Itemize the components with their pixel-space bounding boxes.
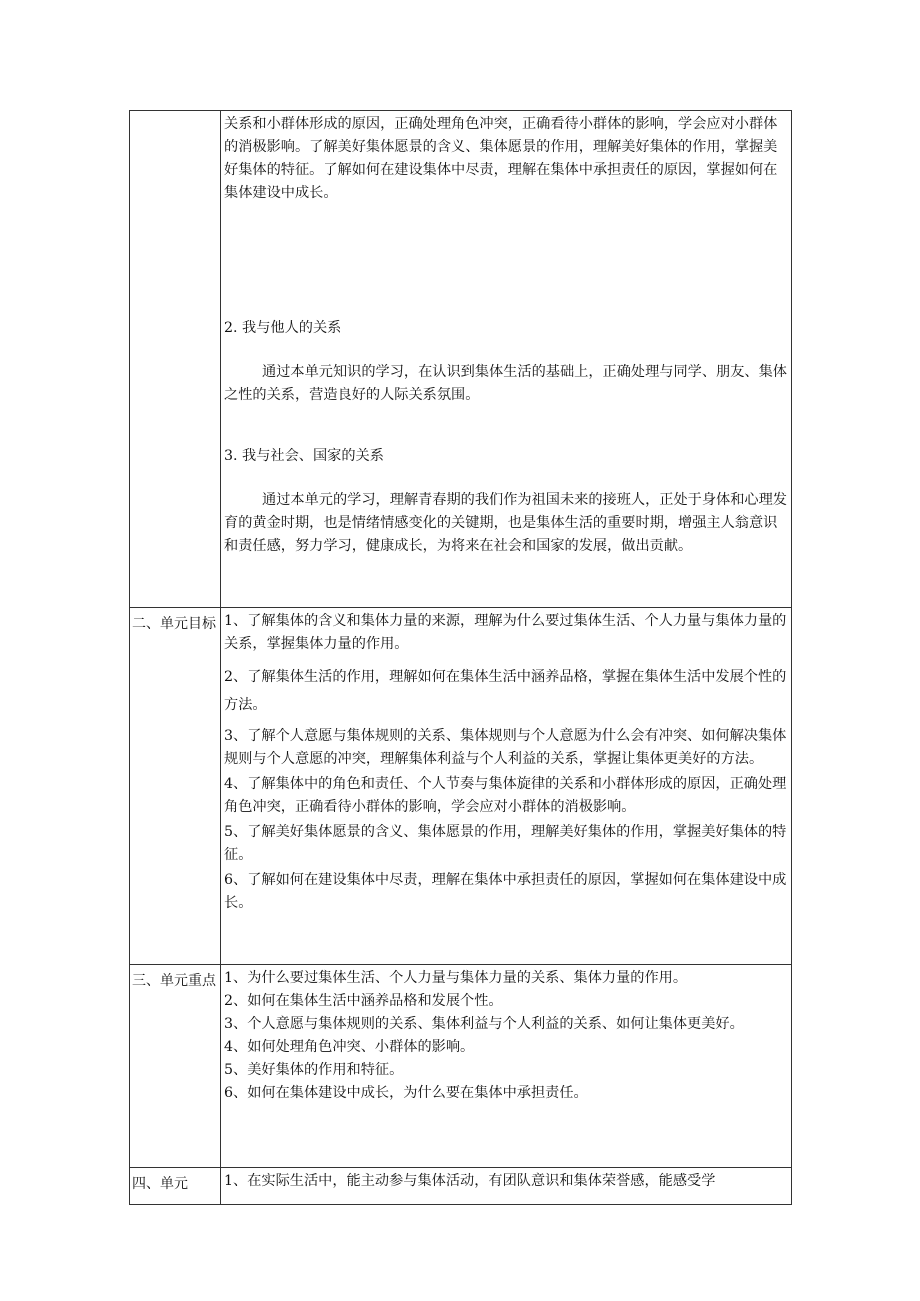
- row-content-next: [221, 1168, 792, 1205]
- objective-item: 3、了解个人意愿与集体规则的关系、集体规则与个人意愿为什么会有冲突、如何解决集体规则与个人意愿的冲突，理解集体利益与个人利益的关系，掌握让集体更美好的方法。: [224, 728, 787, 767]
- section-heading-relations-with-others: 2. 我与他人的关系: [224, 320, 342, 336]
- relations-with-society-paragraph: 通过本单元的学习，理解青春期的我们作为祖国未来的接班人，正处于身体和心理发育的黄金时期，也是情绪情感变化的关键期，也是集体生活的重要时期，增强主人翁意识和责任感，努力学习，健康成长，为将来在社会和国家的发展，做出贡献。: [224, 492, 787, 554]
- key-point-item: 4、如何处理角色冲突、小群体的影响。: [224, 1039, 475, 1055]
- unit-plan-table: [129, 110, 792, 1205]
- table-row-unit-next: [130, 1168, 792, 1205]
- row-content-overview: [221, 111, 792, 608]
- key-point-item: 2、如何在集体生活中涵养品格和发展个性。: [224, 993, 503, 1009]
- lesson-plan-sheet: [129, 110, 791, 1205]
- row-label-unit-next: 四、单元: [130, 1168, 221, 1205]
- objective-item: 2、了解集体生活的作用，理解如何在集体生活中涵养品格，掌握在集体生活中发展个性的方法。: [224, 669, 787, 713]
- section-heading-relations-with-society: 3. 我与社会、国家的关系: [224, 448, 384, 464]
- next-item: 1、在实际生活中，能主动参与集体活动，有团队意识和集体荣誉感，能感受学: [224, 1173, 716, 1189]
- row-content-key-points: [221, 965, 792, 1168]
- row-label-unit-key-points: 三、单元重点: [130, 965, 221, 1168]
- objective-item: 6、了解如何在建设集体中尽责，理解在集体中承担责任的原因，掌握如何在集体建设中成长。: [224, 872, 787, 911]
- row-content-objectives: [221, 608, 792, 965]
- table-row-unit-objectives: [130, 608, 792, 965]
- objective-item: 4、了解集体中的角色和责任、个人节奏与集体旋律的关系和小群体形成的原因，正确处理角色冲突，正确看待小群体的影响，学会应对小群体的消极影响。: [224, 776, 787, 815]
- table-row-unit-key-points: [130, 965, 792, 1168]
- objective-item: 1、了解集体的含义和集体力量的来源，理解为什么要过集体生活、个人力量与集体力量的关系，掌握集体力量的作用。: [224, 613, 787, 652]
- row-label-empty: [130, 111, 221, 608]
- relations-with-others-paragraph: 通过本单元知识的学习，在认识到集体生活的基础上，正确处理与同学、朋友、集体之性的关系，营造良好的人际关系氛围。: [224, 364, 787, 403]
- key-point-item: 1、为什么要过集体生活、个人力量与集体力量的关系、集体力量的作用。: [224, 970, 688, 986]
- overview-intro-paragraph: 关系和小群体形成的原因，正确处理角色冲突，正确看待小群体的影响，学会应对小群体的消极影响。了解美好集体愿景的含义、集体愿景的作用，理解美好集体的作用，掌握美好集体的特征。了解如何在建设集体中尽责，理解在集体中承担责任的原因，掌握如何在集体建设中成长。: [224, 116, 778, 201]
- table-row-unit-overview: [130, 111, 792, 608]
- key-point-item: 6、如何在集体建设中成长，为什么要在集体中承担责任。: [224, 1085, 588, 1101]
- key-point-item: 3、个人意愿与集体规则的关系、集体利益与个人利益的关系、如何让集体更美好。: [224, 1016, 744, 1032]
- key-point-item: 5、美好集体的作用和特征。: [224, 1062, 404, 1078]
- objective-item: 5、了解美好集体愿景的含义、集体愿景的作用，理解美好集体的作用，掌握美好集体的特征。: [224, 824, 787, 863]
- row-label-unit-objectives: 二、单元目标: [130, 608, 221, 965]
